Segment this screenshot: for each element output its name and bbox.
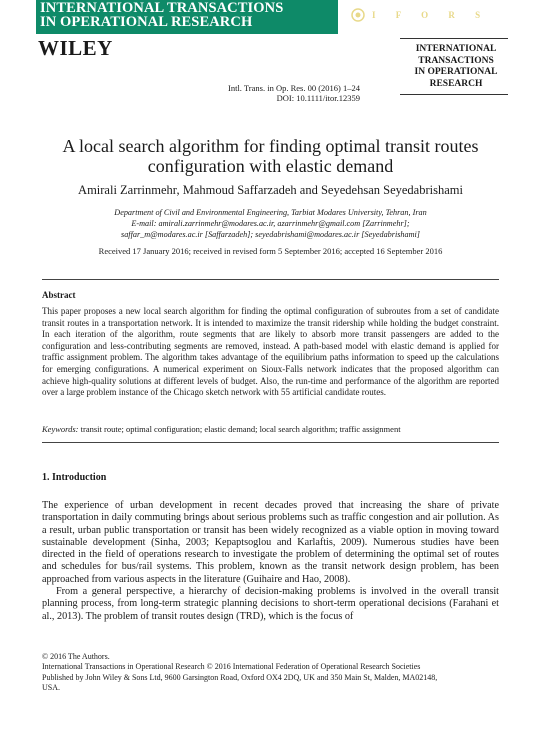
journal-name-line-4: RESEARCH [429, 78, 483, 89]
citation-block [100, 83, 360, 103]
publisher-logo: WILEY [38, 36, 113, 60]
footer-line-3: Published by John Wiley & Sons Ltd, 9600 Garsington Road, Oxford OX4 2DQ, UK and 350 Main St, Malden, MA02148, [42, 672, 438, 682]
copyright-footer [42, 652, 499, 694]
affiliation-emails-1[interactable]: E-mail: amirali.zarrinmehr@modares.ac.ir, azarrinmehr@gmail.com [Zarrinmehr]; [131, 219, 410, 228]
journal-rule-bottom [400, 94, 508, 95]
footer-line-4: USA. [42, 683, 61, 693]
abstract-top-rule [42, 279, 499, 280]
ifors-logo-text: I F O R S [372, 10, 490, 20]
received-dates: Received 17 January 2016; received in revised form 5 September 2016; accepted 16 September 2016 [98, 246, 443, 256]
doi-line[interactable]: DOI: 10.1111/itor.12359 [276, 93, 360, 103]
journal-name-line-1: INTERNATIONAL [415, 44, 497, 54]
journal-name-line-2: TRANSACTIONS [418, 55, 494, 66]
title-line-1: A local search algorithm for finding optimal transit routes [62, 136, 479, 156]
journal-name-line-3: IN OPERATIONAL [414, 67, 498, 77]
title-line-2: configuration with elastic demand [147, 156, 394, 176]
banner-line-2: IN OPERATIONAL RESEARCH [40, 14, 253, 30]
footer-line-2: International Transactions in Operational Research © 2016 International Federation of Operational Research Societies [42, 662, 421, 672]
abstract-bottom-rule [42, 442, 499, 443]
affiliation-line-1: Department of Civil and Environmental Engineering, Tarbiat Modares University, Tehran, Iran [114, 208, 427, 217]
abstract-heading: Abstract [42, 290, 76, 300]
journal-rule-top [400, 38, 508, 39]
keywords [42, 424, 499, 434]
footer-line-1: © 2016 The Authors. [42, 652, 110, 661]
section-body [42, 500, 499, 623]
section-heading: 1. Introduction [42, 472, 107, 483]
affiliation [40, 207, 501, 240]
paper-title [40, 136, 501, 176]
banner-line-1: INTERNATIONAL TRANSACTIONS [40, 0, 284, 16]
journal-banner [36, 0, 338, 34]
citation-line: Intl. Trans. in Op. Res. 00 (2016) 1–24 [228, 83, 360, 93]
ifors-logo [348, 2, 500, 28]
keywords-list: transit route; optimal configuration; elastic demand; local search algorithm; traffic assignment [80, 424, 401, 434]
affiliation-emails-2[interactable]: saffar_m@modares.ac.ir [Saffarzadeh]; seyedabrishami@modares.ac.ir [Seyedabrishami] [121, 230, 420, 239]
journal-name-box [406, 44, 506, 90]
abstract-text: This paper proposes a new local search algorithm for finding the optimal configuration of subroutes from a set of candidate transit routes in a transportation network. It is intended to maximize the transit ridership while holding the budget constraint. In each iteration of the algorithm, route segments that are likely to absorb more transit passengers are added to the configuration and less-contributing segments are removed, instead. A path-based model with elastic demand is applied for traffic assignment problem. The algorithm takes advantage of the equilibrium paths information to speed up the calculations for emerging configurations. A numerical experiment on Sioux-Falls network indicates that the proposed algorithm can achieve high-quality solutions at different levels of budget. Also, the run-time and performance of the algorithm are reported over a large problem instance of the Chicago sketch network with 55 artificial candidate routes. [42, 306, 499, 398]
paragraph-2: From a general perspective, a hierarchy of decision-making problems is involved in the overall transit planning process, from long-term strategic planning decisions to short-term operational decisions (Farahani et al., 2013). The problem of transit routes design (TRD), which is the focus of [42, 586, 499, 622]
keywords-label: Keywords: [42, 424, 79, 434]
authors: Amirali Zarrinmehr, Mahmoud Saffarzadeh and Seyedehsan Seyedabrishami [78, 183, 463, 197]
ifors-logo-mark [352, 9, 364, 21]
paragraph-1: The experience of urban development in recent decades proved that increasing the share of private transportation in daily commuting brings about serious problems such as traffic congestion and air pollution. As a result, urban public transportation or transit has been widely recognized as a viable option in moving toward sustainable development (Sinha, 2003; Kepaptsoglou and Karlaftis, 2009). Numerous studies have been directed in the field of operations research to investigate the problem of determining the optimal set of routes and schedules for bus/rail systems. This problem, known as the transit network design problem, has been approached from various aspects in the literature (Guihaire and Hao, 2008). [42, 500, 499, 585]
